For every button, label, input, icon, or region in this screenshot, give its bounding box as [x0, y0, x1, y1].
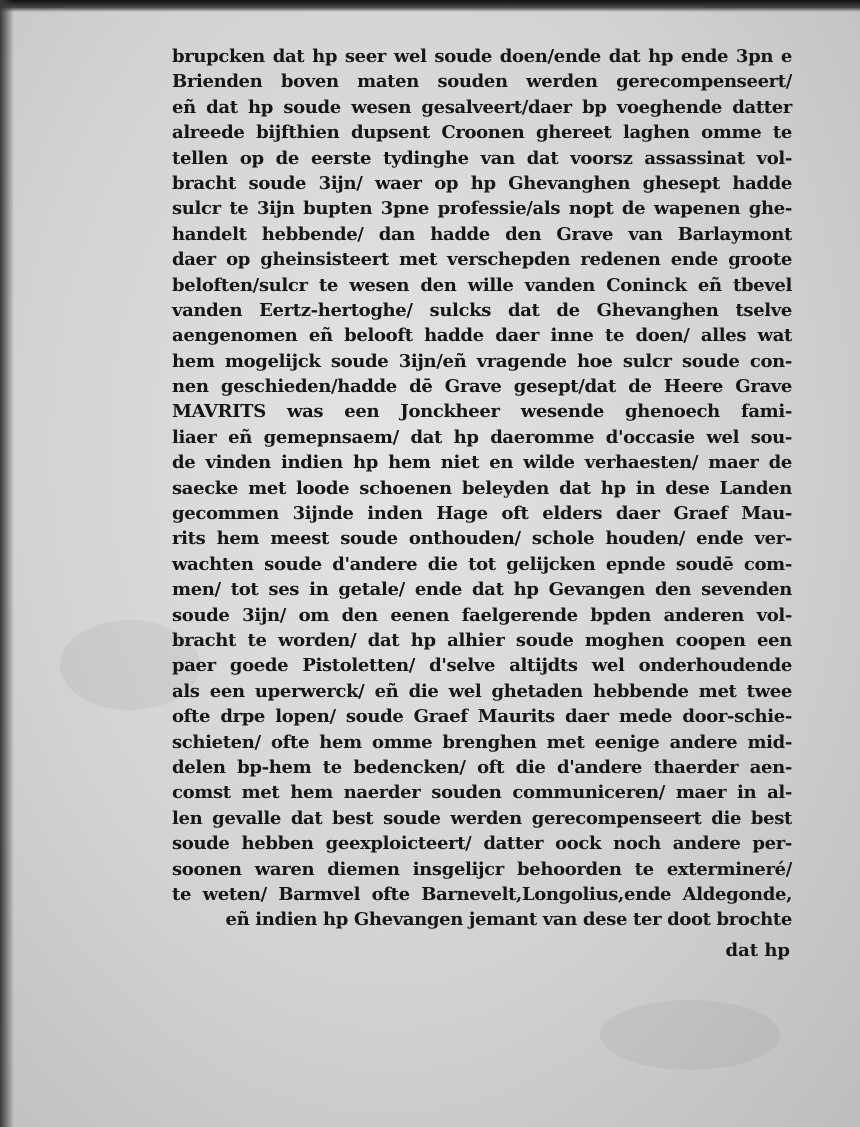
text-line: paer goede Pistoletten/ d'selve altijdts wel onderhoudende: [172, 655, 792, 677]
text-line: comst met hem naerder souden communiceren/ maer in al-: [172, 782, 792, 804]
text-line: eñ indien hp Ghevangen jemant van dese ter doot brochte: [225, 909, 792, 931]
text-line: nen geschieden/hadde dē Grave gesept/dat de Heere Grave: [172, 376, 792, 398]
text-line: delen bp-hem te bedencken/ oft die d'andere thaerder aen-: [172, 756, 792, 778]
text-line: soude 3ijn/ om den eenen faelgerende bpden anderen vol-: [172, 604, 792, 626]
text-line: vanden Eertz-hertoghe/ sulcks dat de Ghevanghen tselve: [172, 299, 792, 321]
text-line: de vinden indien hp hem niet en wilde verhaesten/ maer de: [172, 452, 792, 474]
text-line: saecke met loode schoenen beleyden dat hp in dese Landen: [172, 477, 792, 499]
text-line: schieten/ ofte hem omme brenghen met eenige andere mid-: [172, 731, 792, 753]
page-left-edge: [0, 0, 14, 1127]
text-line: bracht te worden/ dat hp alhier soude moghen coopen een: [172, 629, 792, 651]
text-line: handelt hebbende/ dan hadde den Grave van Barlaymont: [172, 223, 792, 245]
text-line: wachten soude d'andere die tot gelijcken epnde soudē com-: [172, 553, 792, 575]
text-line: aengenomen eñ belooft hadde daer inne te doen/ alles wat: [172, 325, 792, 347]
text-line: ofte drpe lopen/ soude Graef Maurits daer mede door-schie-: [172, 706, 792, 728]
text-line: len gevalle dat best soude werden gerecompenseert die best: [172, 807, 792, 829]
text-line: hem mogelijck soude 3ijn/eñ vragende hoe sulcr soude con-: [172, 350, 792, 372]
text-line: beloften/sulcr te wesen den wille vanden Coninck eñ tbevel: [172, 274, 792, 296]
text-line: eñ dat hp soude wesen gesalveert/daer bp voeghende datter: [172, 96, 792, 118]
text-line: tellen op de eerste tydinghe van dat voorsz assassinat vol-: [172, 147, 792, 169]
printed-text-block: [172, 44, 792, 933]
text-line: brupcken dat hp seer wel soude doen/ende dat hp ende 3pn e: [172, 46, 792, 67]
catchword: dat hp: [725, 940, 790, 961]
text-line: als een uperwerck/ eñ die wel ghetaden hebbende met twee: [172, 680, 792, 702]
text-line: daer op gheinsisteert met verschepden redenen ende groote: [172, 249, 792, 271]
text-line: MAVRITS was een Jonckheer wesende ghenoech fami-: [172, 401, 792, 423]
text-line: rits hem meest soude onthouden/ schole houden/ ende ver-: [172, 528, 792, 550]
text-line: te weten/ Barmvel ofte Barnevelt,Longolius,ende Aldegonde,: [172, 883, 792, 905]
page-top-edge: [0, 0, 860, 12]
text-line: bracht soude 3ijn/ waer op hp Ghevanghen ghesept hadde: [172, 172, 792, 194]
text-line: soonen waren diemen insgelijcr behoorden te extermineré/: [172, 858, 792, 880]
text-line: soude hebben geexploicteert/ datter oock noch andere per-: [172, 833, 792, 855]
text-line: men/ tot ses in getale/ ende dat hp Gevangen den sevenden: [172, 579, 792, 601]
text-line: Brienden boven maten souden werden gerecompenseert/: [172, 71, 792, 93]
text-line: liaer eñ gemepnsaem/ dat hp daeromme d'occasie wel sou-: [172, 426, 792, 448]
text-line: sulcr te 3ijn bupten 3pne professie/als nopt de wapenen ghe-: [172, 198, 792, 220]
text-line: alreede bijfthien dupsent Croonen ghereet laghen omme te: [172, 122, 792, 144]
text-line: gecommen 3ijnde inden Hage oft elders daer Graef Mau-: [172, 503, 792, 525]
paper-stain: [600, 1000, 780, 1070]
